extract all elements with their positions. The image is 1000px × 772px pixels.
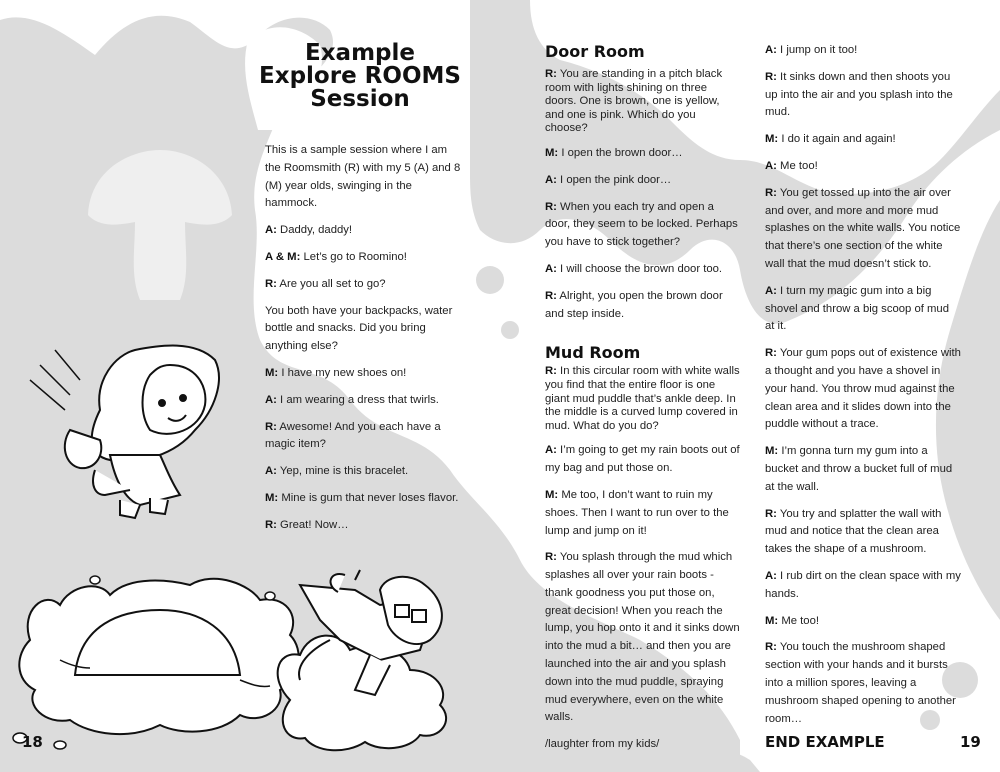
speaker-label: R: bbox=[265, 420, 277, 433]
dialogue-line bbox=[545, 487, 741, 540]
dialogue-line bbox=[765, 158, 961, 176]
right-column bbox=[765, 42, 961, 752]
title-line: Session bbox=[310, 86, 410, 112]
speaker-label: R: bbox=[765, 641, 777, 654]
dialogue-line bbox=[765, 69, 961, 122]
dialogue-line bbox=[545, 261, 741, 279]
dialogue-line bbox=[765, 568, 961, 604]
speaker-label: M: bbox=[765, 445, 779, 458]
dialogue-line bbox=[765, 613, 961, 631]
dialogue-text: I am wearing a dress that twirls. bbox=[276, 393, 439, 406]
dialogue-line bbox=[265, 249, 465, 267]
dialogue-line bbox=[765, 283, 961, 336]
dialogue-text: I will choose the brown door too. bbox=[556, 262, 723, 275]
speaker-label: R: bbox=[545, 365, 557, 378]
dialogue-line bbox=[265, 222, 465, 240]
door-room-heading: Door Room bbox=[545, 42, 645, 61]
speaker-label: R: bbox=[765, 70, 777, 83]
dialogue-text: I rub dirt on the clean space with my hands. bbox=[765, 569, 961, 600]
speaker-label: R: bbox=[545, 551, 557, 564]
speaker-label: R: bbox=[765, 347, 777, 360]
dialogue-line bbox=[765, 42, 961, 60]
dialogue-line bbox=[545, 68, 741, 136]
dialogue-text: Me too, I don’t want to ruin my shoes. Then I want to run over to the lump and jump on it! bbox=[545, 488, 729, 537]
page-title bbox=[250, 42, 470, 111]
dialogue-line bbox=[265, 365, 465, 383]
middle-column bbox=[545, 42, 741, 763]
dialogue-text: Awesome! And you each have a magic item? bbox=[265, 420, 441, 451]
dialogue-line bbox=[545, 365, 741, 433]
dialogue-text: It sinks down and then shoots you up into the air and you splash into the mud. bbox=[765, 70, 953, 119]
speaker-label: R: bbox=[545, 289, 557, 302]
dialogue-text: Let’s go to Roomino! bbox=[300, 250, 407, 263]
dialogue-text: Your gum pops out of existence with a thought and you have a shovel in your hand. You throw mud against the clean area and it slides down into the puddle without a trace. bbox=[765, 347, 961, 431]
dialogue-text: I’m gonna turn my gum into a bucket and throw a bucket full of mud at the wall. bbox=[765, 445, 953, 493]
intro-paragraph: This is a sample session where I am the Roomsmith (R) with my 5 (A) and 8 (M) year olds, swinging in the hammock. bbox=[265, 144, 461, 210]
dialogue-line bbox=[265, 517, 465, 535]
title-line: Explore ROOMS bbox=[259, 63, 461, 89]
dialogue-text: You splash through the mud which splashes all over your rain boots - thank goodness you put those on, great decision! When you reach the lump, you hop onto it and it sinks down into the mud a bit… and then you are launched into the air and you splash down into the mud puddle, spraying mud everywhere, even on the white walls. bbox=[545, 551, 740, 724]
speaker-label: R: bbox=[765, 186, 777, 199]
speaker-label: A: bbox=[765, 569, 777, 582]
dialogue-text: /laughter from my kids/ bbox=[545, 738, 660, 751]
dialogue-text: You get tossed up into the air over and over, and more and more mud splashes on the white walls. You notice that there’s one section of the white wall that the mud doesn’t stick to. bbox=[765, 186, 961, 270]
dialogue-line bbox=[545, 288, 741, 324]
speaker-label: A: bbox=[765, 159, 777, 172]
dialogue-line bbox=[265, 463, 465, 481]
dialogue-line bbox=[265, 490, 465, 508]
speaker-label: R: bbox=[765, 507, 777, 520]
narration-paragraph bbox=[265, 303, 465, 356]
speaker-label: A: bbox=[265, 465, 277, 478]
speaker-label: A & M: bbox=[265, 250, 301, 263]
mud-room-heading: Mud Room bbox=[545, 343, 641, 363]
speaker-label: A: bbox=[765, 44, 777, 56]
dialogue-line bbox=[265, 276, 465, 294]
dialogue-line bbox=[765, 185, 961, 274]
speaker-label: R: bbox=[545, 68, 557, 80]
speaker-label: A: bbox=[765, 284, 777, 297]
dialogue-line bbox=[765, 131, 961, 149]
dialogue-text: Mine is gum that never loses flavor. bbox=[278, 491, 459, 504]
dialogue-line bbox=[265, 392, 465, 410]
speaker-label: A: bbox=[545, 444, 557, 457]
speaker-label: A: bbox=[545, 262, 557, 275]
dialogue-text: When you each try and open a door, they seem to be locked. Perhaps you have to stick together? bbox=[545, 200, 738, 249]
dialogue-line bbox=[545, 145, 741, 163]
dialogue-text: You both have your backpacks, water bottle and snacks. Did you bring anything else? bbox=[265, 304, 453, 353]
speaker-label: R: bbox=[265, 518, 277, 531]
dialogue-text: I open the brown door… bbox=[558, 146, 683, 159]
dialogue-text: Me too! bbox=[778, 614, 820, 627]
dialogue-text: I do it again and again! bbox=[778, 133, 896, 146]
speaker-label: A: bbox=[545, 173, 557, 186]
dialogue-line bbox=[545, 172, 741, 190]
speaker-label: R: bbox=[545, 200, 557, 213]
dialogue-line bbox=[765, 639, 961, 728]
dialogue-text: You are standing in a pitch black room with lights shining on three doors. One is brown, one is yellow, and one is pink. Which do you choose? bbox=[545, 68, 723, 135]
dialogue-text: I turn my magic gum into a big shovel and throw a big scoop of mud at it. bbox=[765, 284, 949, 333]
speaker-label: M: bbox=[765, 133, 779, 146]
dialogue-line bbox=[265, 419, 465, 455]
dialogue-line bbox=[765, 443, 961, 496]
dialogue-line bbox=[545, 199, 741, 252]
dialogue-text: In this circular room with white walls you find that the entire floor is one giant mud puddle that’s ankle deep. In the middle is a curved lump covered in mud. What do you do? bbox=[545, 365, 740, 432]
page-number-right: 19 bbox=[960, 733, 981, 751]
dialogue-text: Daddy, daddy! bbox=[276, 224, 353, 237]
dialogue-line bbox=[545, 549, 741, 727]
dialogue-text: I open the pink door… bbox=[556, 173, 672, 186]
narration-paragraph bbox=[545, 736, 741, 754]
dialogue-text: I’m going to get my rain boots out of my bag and put those on. bbox=[545, 444, 740, 475]
dialogue-text: Yep, mine is this bracelet. bbox=[276, 465, 409, 478]
dialogue-line bbox=[765, 506, 961, 559]
speaker-label: M: bbox=[545, 488, 559, 501]
left-page-text bbox=[265, 142, 465, 544]
speaker-label: R: bbox=[265, 277, 277, 290]
dialogue-line bbox=[545, 442, 741, 478]
dialogue-text: You try and splatter the wall with mud and notice that the clean area takes the shape of a mushroom. bbox=[765, 507, 942, 556]
dialogue-text: Great! Now… bbox=[276, 518, 349, 531]
dialogue-text: Alright, you open the brown door and step inside. bbox=[545, 289, 723, 320]
dialogue-text: Are you all set to go? bbox=[276, 277, 386, 290]
title-line: Example bbox=[305, 40, 415, 66]
end-example-label: END EXAMPLE bbox=[765, 733, 885, 752]
speaker-label: A: bbox=[265, 224, 277, 237]
speaker-label: A: bbox=[265, 393, 277, 406]
dialogue-text: I jump on it too! bbox=[776, 44, 858, 56]
dialogue-text: Me too! bbox=[776, 159, 818, 172]
speaker-label: M: bbox=[265, 491, 279, 504]
page-number-left: 18 bbox=[22, 733, 43, 751]
dialogue-text: You touch the mushroom shaped section with your hands and it bursts into a million spores, leaving a mushroom shaped opening to another room… bbox=[765, 641, 956, 725]
speaker-label: M: bbox=[265, 366, 279, 379]
dialogue-text: I have my new shoes on! bbox=[278, 366, 407, 379]
dialogue-line bbox=[765, 345, 961, 434]
speaker-label: M: bbox=[545, 146, 559, 159]
speaker-label: M: bbox=[765, 614, 779, 627]
